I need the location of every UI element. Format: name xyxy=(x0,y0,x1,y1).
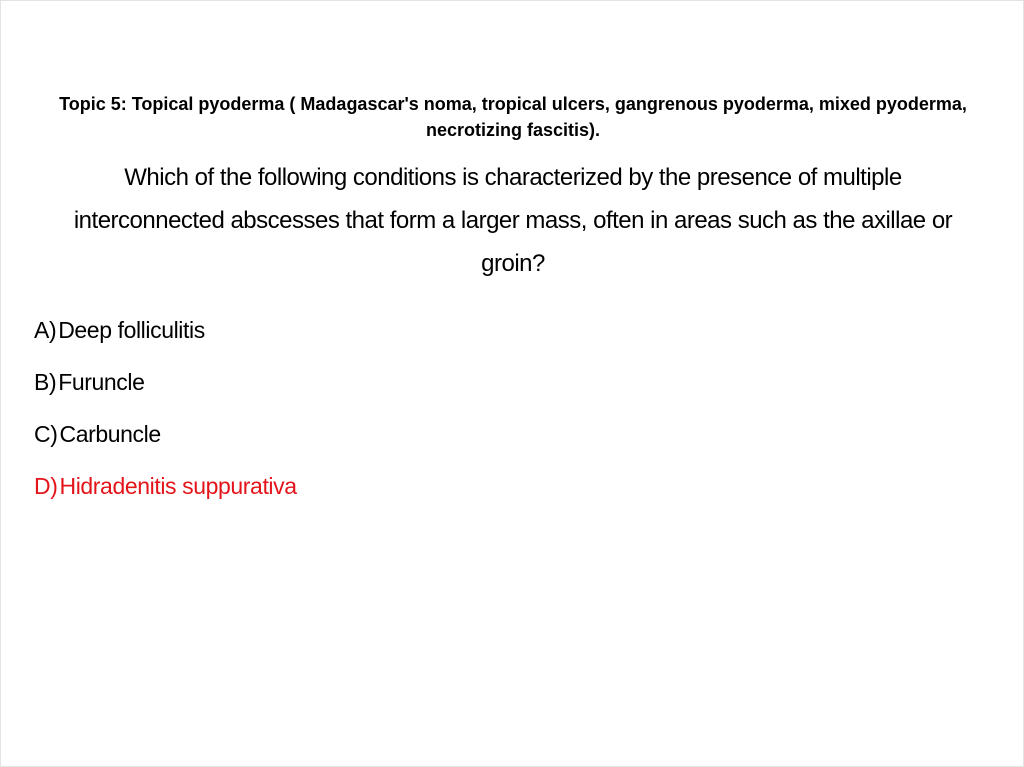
option-letter: D) xyxy=(34,473,58,499)
question-text: Which of the following conditions is characterized by the presence of multiple interconnected abscesses that form a larger mass, often in areas such as the axillae or groin? xyxy=(73,164,953,277)
option-text: Carbuncle xyxy=(59,421,161,447)
option-letter: A) xyxy=(34,317,57,343)
option-text: Hidradenitis suppurativa xyxy=(59,473,297,499)
answer-option-b xyxy=(34,369,297,421)
option-letter: C) xyxy=(34,421,58,447)
option-text: Deep folliculitis xyxy=(58,317,205,343)
answer-options xyxy=(34,317,297,525)
answer-option-a xyxy=(34,317,297,369)
answer-option-c xyxy=(34,421,297,473)
option-letter: B) xyxy=(34,369,57,395)
topic-heading: Topic 5: Topical pyoderma ( Madagascar's noma, tropical ulcers, gangrenous pyoderma, mixed pyoderma, necrotizing fascitis). xyxy=(59,94,967,140)
option-text: Furuncle xyxy=(58,369,145,395)
answer-option-d-correct xyxy=(34,473,297,525)
